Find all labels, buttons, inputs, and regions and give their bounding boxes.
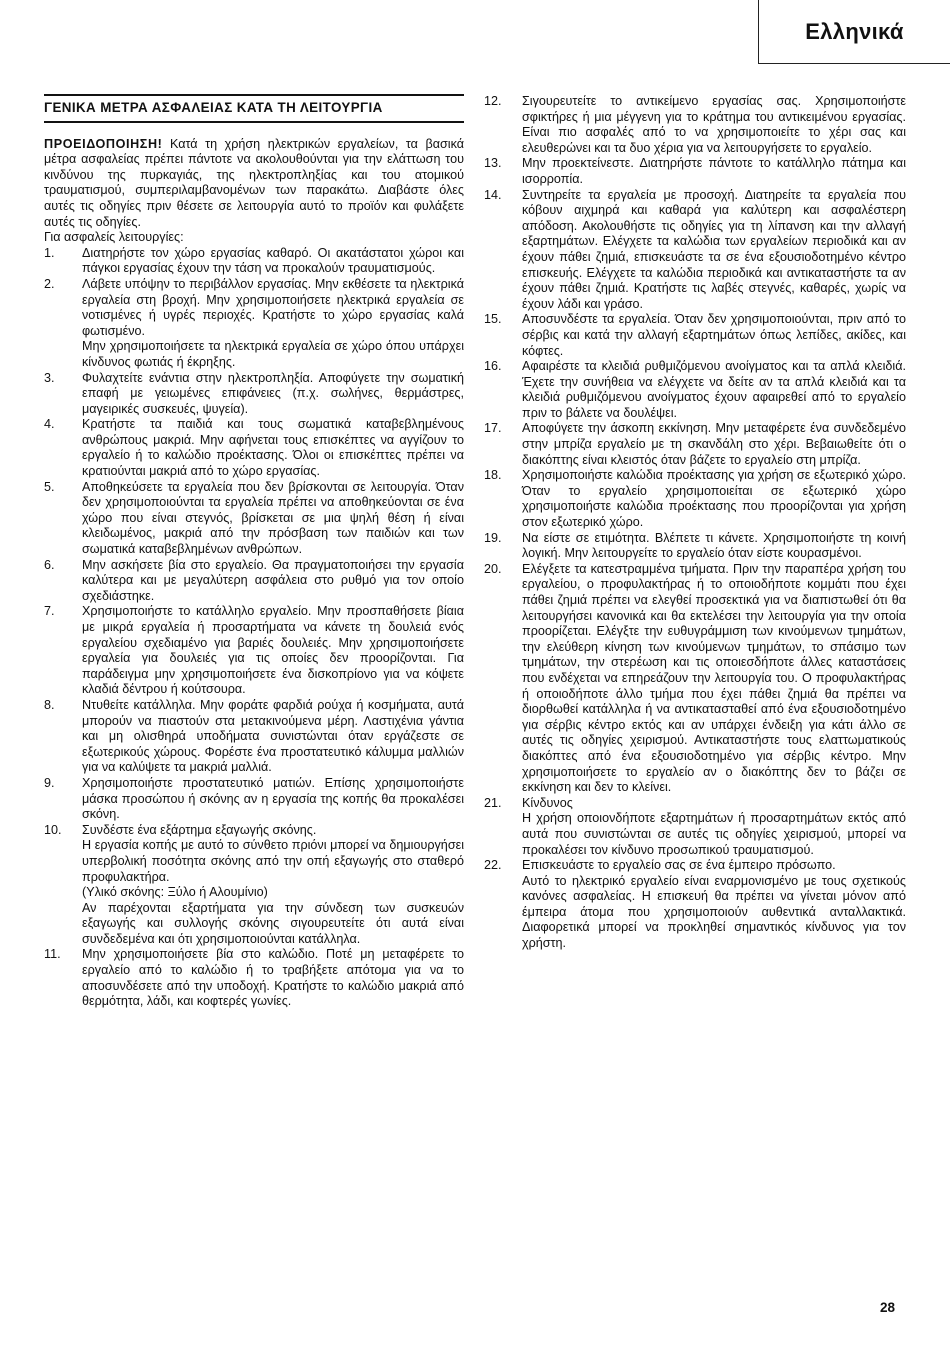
safety-rule-item: [484, 796, 906, 858]
rule-text: [82, 246, 464, 277]
rule-text: [522, 562, 906, 796]
rule-text: [82, 947, 464, 1009]
rule-number: 19.: [484, 530, 502, 545]
rule-paragraph: Αφαιρέστε τα κλειδιά ρυθμιζόμενου ανοίγματος και τα απλά κλειδιά. Έχετε την συνήθεια να ελέγχετε να δείτε αν τα απλά κλειδιά και τα κλειδιά ρυθμιζόμενου ανοίγματος έχουν αφαιρεθεί από το εργαλείο πριν το βάλετε να δουλέψει.: [522, 359, 906, 420]
rule-paragraph: Κρατήστε τα παιδιά και τους σωματικά καταβεβλημένους ανθρώπους μακριά. Μην αφήνεται τους επισκέπτες να αγγίζουν το εργαλείο ή το καλώδιο προέκτασης. Όλοι οι επισκέπτες πρέπει να κρατιούνται μακριά από το χώρο εργασίας.: [82, 417, 464, 479]
rule-paragraph: Συντηρείτε τα εργαλεία με προσοχή. Διατηρείτε τα εργαλεία που κόβουν αιχμηρά και καθαρά για καλύτερη και ασφαλέστερη απόδοση. Ακολουθήστε τις οδηγίες για τη λίπανση και την αλλαγή εξαρτημάτων. Ελέγχετε τα καλώδια των εργαλείων περιοδικά και αν έχουν πάθει ζημιά, επισκευάστε τα σε ένα εξουσιοδοτημένο κέντρο επισκευής. Ελέγχετε τα καλώδια περιοδικά και αντικαταστήστε τα αν έχουν πάθει ζημιά. Κρατήστε τις λαβές στεγνές, καθαρές, χωρίς να έχουν λάδι και γράσο.: [522, 187, 906, 311]
rule-paragraph: Μην ασκήσετε βία στο εργαλείο. Θα πραγματοποιήσει την εργασία καλύτερα και με μεγαλύτερη ασφάλεια στο ρυθμό για τον οποίο σχεδιάστηκε.: [82, 557, 464, 603]
rule-paragraph: Ντυθείτε κατάλληλα. Μην φοράτε φαρδιά ρούχα ή κοσμήματα, αυτά μπορούν να πιαστούν στα μετακινούμενα μέρη. Λαστιχένια γάντια και μη ολισθηρά υποδήματα συνιστώνται όταν εργάζεστε σε εξωτερικούς χώρους. Φορέστε ένα προστατευτικό κάλυμμα μαλλιών για να καλύψετε τα μακριά μαλλιά.: [82, 697, 464, 775]
safety-rule-item: [484, 188, 906, 313]
rule-number: 6.: [44, 557, 55, 572]
rule-text: [82, 558, 464, 605]
safety-rule-item: [44, 947, 464, 1009]
rule-number: 15.: [484, 312, 502, 327]
rule-paragraph: Αποφύγετε την άσκοπη εκκίνηση. Μην μεταφέρετε ένα συνδεδεμένο στην μπρίζα εργαλείο με τη σκανδάλη στο χέρι. Βεβαιωθείτε ότι ο διακόπτης είναι κλειστός όταν βάζετε το εργαλείο στη μπρίζα.: [522, 421, 906, 467]
rule-number: 21.: [484, 795, 502, 810]
warning-paragraph: [44, 137, 464, 231]
rule-number: 7.: [44, 604, 55, 619]
safety-intro: Για ασφαλείς λειτουργίες:: [44, 230, 184, 245]
rule-number: 20.: [484, 561, 502, 576]
rule-paragraph: Συνδέστε ένα εξάρτημα εξαγωγής σκόνης.: [82, 822, 317, 837]
safety-rule-item: [484, 531, 906, 562]
rule-number: 17.: [484, 421, 502, 436]
safety-rule-item: [44, 371, 464, 418]
safety-rule-item: [484, 359, 906, 421]
safety-rule-item: [44, 698, 464, 776]
rule-paragraph: Ελέγξετε τα κατεστραμμένα τμήματα. Πριν την παραπέρα χρήση του εργαλείου, ο προφυλακτήρας ή το οποιοδήποτε κομμάτι που έχει πάθει ζημιά πρέπει να ελεγθεί προσεκτικά για να διαπιστωθεί ότι θα λειτουργήσει κανονικά και θα εκτελέσει την λειτουργία για την οποία προορίζεται. Ελέγξτε την ευθυγράμμιση των κινούμενων τμημάτων, την ελεύθερη κίνηση των κινούμενων τμημάτων, το σπάσιμο των τμημάτων, την στερέωση και τις οποιεσδήποτε άλλες καταστάσεις που ενδέχεται να επηρεάζουν την λειτουργία του. Ο προφυλακτήρας ή οποιοδήποτε άλλο τμήμα που έχει πάθει ζημιά θα πρέπει να διορθωθεί κατάλληλα ή να αντικατασταθεί από ένα εξουσιοδοτημένο για σέρβις κέντρο εκτός και αν υπάρχει ένδειξη για κάτι άλλο σε αυτές τις οδηγίες χειρισμού. Αντικαταστήστε τους ελαττωματικούς διακόπτες από ένα εξουσιοδοτημένο για σέρβις κέντρο. Μην χρησιμοποιήσετε το εργαλείο αν ο διακόπτης δεν το βάζει σε εκκίνηση και δεν το κλείνει.: [522, 561, 906, 795]
rule-paragraph: Χρησιμοποιήστε προστατευτικό ματιών. Επίσης χρησιμοποιήστε μάσκα προσώπου ή σκόνης αν η εργασία της κοπής θα προκαλέσει σκόνη.: [82, 775, 464, 822]
rule-text: [82, 371, 464, 418]
right-rules-list: [484, 94, 906, 952]
right-column: [484, 94, 906, 952]
rule-text: [82, 417, 464, 479]
rule-paragraph: Κίνδυνος: [522, 795, 573, 810]
safety-rule-item: [44, 480, 464, 558]
rule-paragraph: Αποθηκεύσετε τα εργαλεία που δεν βρίσκονται σε λειτουργία. Όταν δεν χρησιμοποιούνται τα εργαλεία πρέπει να αποθηκεύονται σε ένα χώρο που είναι στεγνός, βρίσκεται σε μια ψηλή θέση ή είναι κλειδωμένος, μακριά από την πρόσβαση των παιδιών και των σωματικά καταβεβλημένων ανθρώπων.: [82, 479, 464, 557]
rule-number: 11.: [44, 947, 61, 962]
safety-rule-item: [44, 277, 464, 371]
rule-text: [82, 604, 464, 698]
rule-number: 14.: [484, 187, 502, 202]
safety-rule-item: [44, 246, 464, 277]
rule-text: [522, 531, 906, 562]
left-column: [44, 94, 464, 1010]
rule-text: [82, 698, 464, 776]
rule-text: [82, 823, 464, 948]
rule-number: 18.: [484, 468, 502, 483]
warning-lead: ΠΡΟΕΙΔΟΠΟΙΗΣΗ!: [44, 136, 163, 151]
rule-paragraph: Η χρήση οποιονδήποτε εξαρτημάτων ή προσαρτημάτων εκτός από αυτά που συνιστώνται σε αυτές τις οδηγίες χειρισμού, μπορεί να προκαλέσει τον κίνδυνο προσωπικού τραυματισμού.: [522, 811, 906, 857]
rule-paragraph: Να είστε σε ετιμότητα. Βλέπετε τι κάνετε. Χρησιμοποιήστε τη κοινή λογική. Μην λειτουργείτε το εργαλείο όταν είστε κουρασμένοι.: [522, 530, 906, 561]
rule-paragraph: (Υλικό σκόνης: Ξύλο ή Αλουμίνιο): [82, 885, 268, 900]
rule-paragraph: Επισκευάστε το εργαλείο σας σε ένα έμπειρο πρόσωπο.: [522, 858, 836, 873]
rule-text: [522, 468, 906, 530]
safety-rule-item: [44, 823, 464, 948]
rule-text: [522, 796, 906, 858]
rule-number: 16.: [484, 359, 502, 374]
rule-paragraph: Αυτό το ηλεκτρικό εργαλείο είναι εναρμονισμένο με τους σχετικούς κανόνες ασφαλείας. Η επισκευή θα πρέπει να γίνεται μόνον από έμπειρα άτομα που χρησιμοποιούν αυθεντικά ανταλλακτικά. Διαφορετικά μπορεί να προκληθεί σημαντικός κίνδυνος για τον χρήστη.: [522, 873, 906, 951]
rule-text: [82, 776, 464, 823]
rule-text: [522, 858, 906, 952]
language-tab: Ελληνικά: [758, 0, 950, 64]
rule-number: 2.: [44, 276, 55, 291]
rule-number: 10.: [44, 822, 62, 837]
safety-rule-item: [484, 312, 906, 359]
rule-paragraph: Χρησιμοποιήστε καλώδια προέκτασης για χρήση σε εξωτερικό χώρο. Όταν το εργαλείο χρησιμοποιείται σε εξωτερικό χώρο χρησιμοποιήστε καλώδια προέκτασης που προορίζονται για χρήση στον εξωτερικό χώρο.: [522, 468, 906, 530]
rule-text: [82, 277, 464, 371]
rule-paragraph: Φυλαχτείτε ενάντια στην ηλεκτροπληξία. Αποφύγετε την σωματική επαφή με γειωμένες επιφάνειες (π.χ. σωλήνες, θερμάστρες, μαγειρικές συσκευές, ψυγεία).: [82, 370, 464, 416]
rule-text: [522, 156, 906, 187]
rule-paragraph: Αν παρέχονται εξαρτήματα για την σύνδεση των συσκευών εξαγωγής και συλλογής σκόνης σιγουρευτείτε ότι αυτά είναι συνδεδεμένα και ότι χρησιμοποιούνται κατάλληλα.: [82, 900, 464, 946]
rule-paragraph: Μην προεκτείνεστε. Διατηρήστε πάντοτε το κατάλληλο πάτημα και ισορροπία.: [522, 156, 906, 186]
safety-rule-item: [44, 558, 464, 605]
rule-paragraph: Μην χρησιμοποιήσετε τα ηλεκτρικά εργαλεία σε χώρο όπου υπάρχει κίνδυνος φωτιάς ή έκρηξης.: [82, 339, 464, 369]
safety-rule-item: [484, 468, 906, 530]
safety-rule-item: [44, 776, 464, 823]
safety-rule-item: [484, 94, 906, 156]
rule-paragraph: Μην χρησιμοποιήσετε βία στο καλώδιο. Ποτέ μη μεταφέρετε το εργαλείο από το καλώδιο ή το τραβήξετε απότομα για να το αποσυνδέσετε από την υποδοχή. Κρατήστε το καλώδιο μακριά από θερμότητα, λάδι, και κοφτερές γωνίες.: [82, 947, 464, 1009]
safety-rule-item: [44, 417, 464, 479]
rule-text: [522, 421, 906, 468]
rule-number: 12.: [484, 94, 502, 108]
left-rules-list: [44, 246, 464, 1010]
section-title: ΓΕΝΙΚΑ ΜΕΤΡΑ ΑΣΦΑΛΕΙΑΣ ΚΑΤΑ ΤΗ ΛΕΙΤΟΥΡΓΙΑ: [44, 94, 464, 123]
rule-paragraph: Αποσυνδέστε τα εργαλεία. Όταν δεν χρησιμοποιούνται, πριν από το σέρβις και κατά την αλλαγή εξαρτημάτων όπως λεπίδες, ακίδες, και κόφτες.: [522, 312, 906, 358]
safety-rule-item: [484, 858, 906, 952]
safety-rule-item: [484, 156, 906, 187]
rule-number: 9.: [44, 775, 55, 790]
rule-text: [522, 312, 906, 359]
rule-text: [522, 94, 906, 156]
rule-number: 8.: [44, 697, 55, 712]
rule-paragraph: Διατηρήστε τον χώρο εργασίας καθαρό. Οι ακατάστατοι χώροι και πάγκοι εργασίας έχουν την τάση να προκαλούν τραυματισμούς.: [82, 245, 464, 276]
safety-rule-item: [484, 421, 906, 468]
rule-paragraph: Η εργασία κοπής με αυτό το σύνθετο πριόνι μπορεί να δημιουργήσει υπερβολική ποσότητα σκόνης από την οπή εξαγωγής στο σταθερό προφυλακτήρα.: [82, 838, 464, 884]
rule-number: 3.: [44, 370, 55, 385]
rule-text: [82, 480, 464, 558]
safety-rule-item: [484, 562, 906, 796]
warning-text: Κατά τη χρήση ηλεκτρικών εργαλείων, τα βασικά μέτρα ασφαλείας πρέπει πάντοτε να ακολουθούνται για την ελάττωση του κινδύνου της πυρκαγιάς, της ηλεκτροπληξίας και του ατομικού τραυματισμού, συμπεριλαμβανομένων των παρακάτω. Διαβάστε όλες αυτές τις οδηγίες πριν θέσετε σε λειτουργία αυτό το προϊόν και φυλάξετε αυτές τις οδηγίες.: [44, 136, 464, 229]
rule-paragraph: Χρησιμοποιήστε το κατάλληλο εργαλείο. Μην προσπαθήσετε βίαια με μικρά εργαλεία ή προσαρτήματα να κάνετε τη δουλειά ενός εργαλείου σχεδιαμένο για βαριές δουλειές. Μην χρησιμοποιήσετε εργαλεία για δουλειές για τις οποίες δεν προορίζονται. Για παράδειγμα μην χρησιμοποιήσετε ένα δισκοπρίονο για να κόψετε κλαδιά δέντρου ή κούτσουρα.: [82, 604, 464, 697]
rule-number: 4.: [44, 417, 55, 432]
rule-text: [522, 359, 906, 421]
rule-number: 22.: [484, 858, 502, 873]
rule-number: 5.: [44, 479, 55, 494]
rule-paragraph: Λάβετε υπόψην το περιβάλλον εργασίας. Μην εκθέσετε τα ηλεκτρικά εργαλεία στη βροχή. Μην χρησιμοποιήσετε ηλεκτρικά εργαλεία σε νοτισμένες ή υγρές περιοχές. Κρατήστε το χώρο εργασίας καλά φωτισμένο.: [82, 276, 464, 338]
page-number: 28: [880, 1300, 896, 1315]
rule-paragraph: Σιγουρευτείτε το αντικείμενο εργασίας σας. Χρησιμοποιήστε σφικτήρες ή μια μέγγενη για το κράτημα του αντικειμένου εργασίας. Είναι πιο ασφαλές από το να χρησιμοποιείτε το χέρι σας και ελευθερώνει και τα δυο χέρια για να λειτουργήσετε το εργαλείο.: [522, 94, 906, 155]
rule-number: 1.: [44, 245, 55, 260]
rule-number: 13.: [484, 156, 502, 171]
safety-rule-item: [44, 604, 464, 698]
rule-text: [522, 188, 906, 313]
